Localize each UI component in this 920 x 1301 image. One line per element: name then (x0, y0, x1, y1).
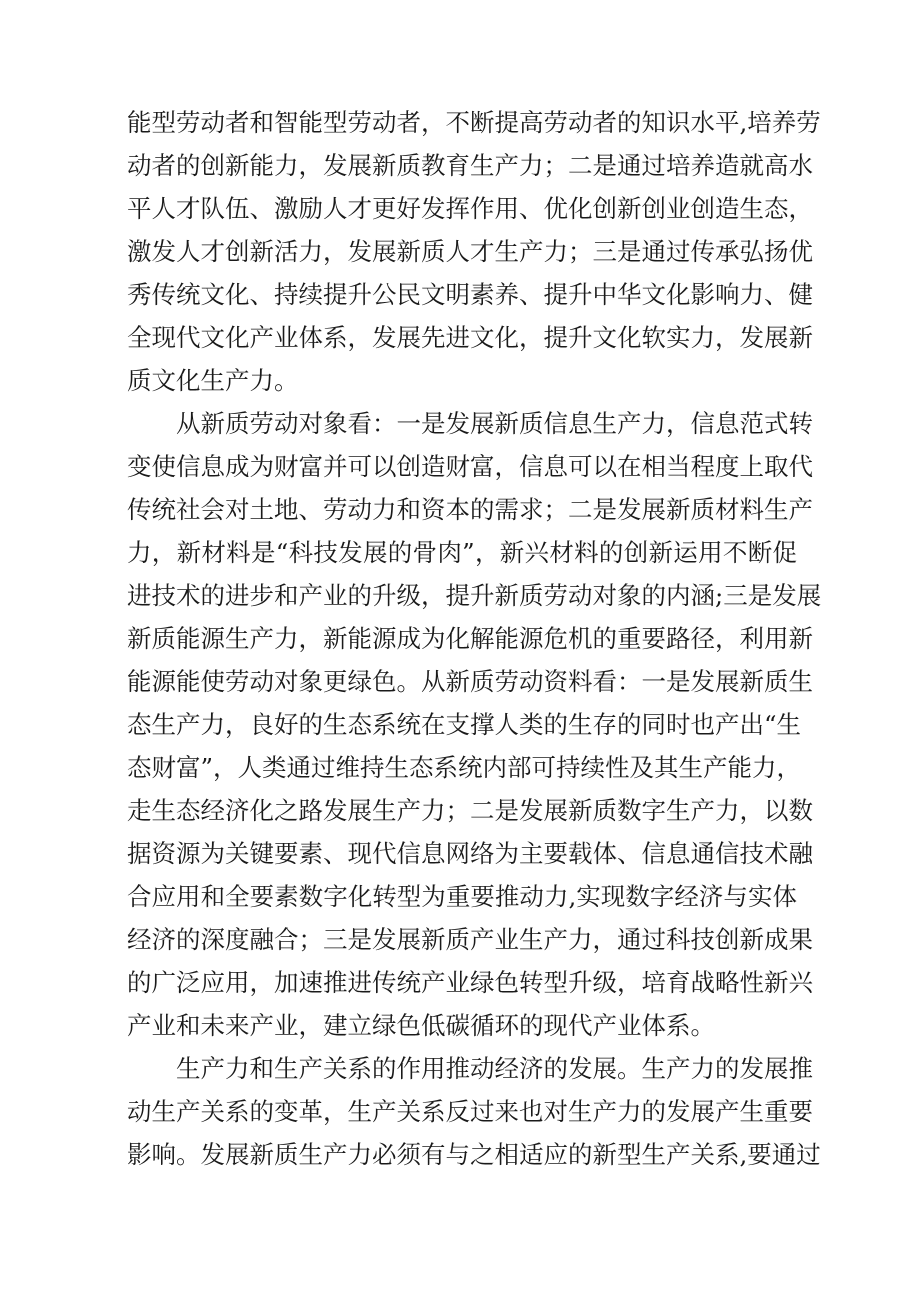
text-line: 传统社会对土地、劳动力和资本的需求；二是发展新质材料生产 (127, 495, 813, 524)
text-line: 态生产力，良好的生态系统在支撑人类的生存的同时也产出“生 (127, 710, 802, 739)
paragraph-2 (127, 402, 822, 1047)
text-line: 合应用和全要素数字化转型为重要推动力,实现数字经济与实体 (127, 882, 797, 911)
text-line: 影响。发展新质生产力必须有与之相适应的新型生产关系,要通过 (127, 1140, 821, 1169)
text-line: 动生产关系的变革，生产关系反过来也对生产力的发展产生重要 (127, 1097, 813, 1126)
text-line: 能源能使劳动对象更绿色。从新质劳动资料看：一是发展新质生 (127, 667, 813, 696)
text-line: 质文化生产力。 (127, 366, 299, 395)
text-line: 激发人才创新活力，发展新质人才生产力；三是通过传承弘扬优 (127, 237, 813, 266)
text-line: 变使信息成为财富并可以创造财富，信息可以在相当程度上取代 (127, 452, 813, 481)
text-line: 新质能源生产力，新能源成为化解能源危机的重要路径，利用新 (127, 624, 813, 653)
text-line: 经济的深度融合；三是发展新质产业生产力，通过科技创新成果 (127, 925, 813, 954)
text-line: 全现代文化产业体系，发展先进文化，提升文化软实力，发展新 (127, 323, 813, 352)
text-line: 进技术的进步和产业的升级，提升新质劳动对象的内涵;三是发展 (127, 581, 822, 610)
text-line: 秀传统文化、持续提升公民文明素养、提升中华文化影响力、健 (127, 280, 813, 309)
text-line: 力，新材料是“科技发展的骨肉”，新兴材料的创新运用不断促 (127, 538, 797, 567)
text-line: 从新质劳动对象看：一是发展新质信息生产力，信息范式转 (176, 409, 813, 438)
text-line: 走生态经济化之路发展生产力；二是发展新质数字生产力，以数 (127, 796, 813, 825)
text-line: 生产力和生产关系的作用推动经济的发展。生产力的发展推 (176, 1054, 813, 1083)
text-line: 据资源为关键要素、现代信息网络为主要载体、信息通信技术融 (127, 839, 813, 868)
text-line: 态财富”，人类通过维持生态系统内部可持续性及其生产能力， (127, 753, 802, 782)
paragraph-1 (127, 101, 821, 402)
text-line: 的广泛应用，加速推进传统产业绿色转型升级，培育战略性新兴 (127, 968, 813, 997)
document-body (127, 101, 822, 1176)
text-line: 平人才队伍、激励人才更好发挥作用、优化创新创业创造生态， (127, 194, 813, 223)
text-line: 动者的创新能力，发展新质教育生产力；二是通过培养造就高水 (127, 151, 813, 180)
text-line: 能型劳动者和智能型劳动者，不断提高劳动者的知识水平,培养劳 (127, 108, 821, 137)
text-line: 产业和未来产业，建立绿色低碳循环的现代产业体系。 (127, 1011, 715, 1040)
paragraph-3 (127, 1047, 821, 1176)
